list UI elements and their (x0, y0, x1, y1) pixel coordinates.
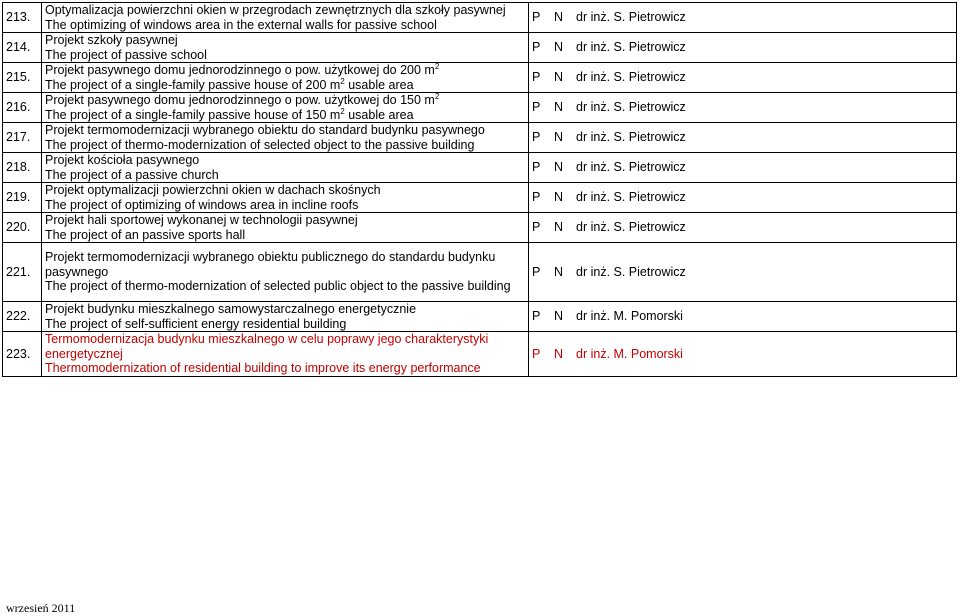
topic-title-pl: Projekt pasywnego domu jednorodzinnego o pow. użytkowej do 150 $m^2$ (45, 91, 440, 107)
project-type: P (529, 3, 552, 33)
topic-title-cell (42, 243, 529, 302)
superscript: 2 (434, 91, 440, 101)
project-type: P (529, 332, 552, 377)
topic-title-pl: Optymalizacja powierzchni okien w przegrodach zewnętrznych dla szkoły pasywnej (45, 3, 506, 17)
topic-title-en: The project of thermo-modernization of selected object to the passive building (45, 137, 475, 152)
project-type: P (529, 123, 552, 153)
topic-title-cell (42, 183, 529, 213)
topic-title-pl: Projekt pasywnego domu jednorodzinnego o pow. użytkowej do 200 $m^2$ (45, 61, 440, 77)
topic-title-pl: Termomodernizacja budynku mieszkalnego w celu poprawy jego charakterystyki energetycznej (45, 332, 489, 361)
study-form: N (551, 183, 573, 213)
project-type: P (529, 93, 552, 123)
superscript: 2 (434, 61, 440, 71)
supervisor: dr inż. M. Pomorski (573, 332, 957, 377)
study-form: N (551, 213, 573, 243)
supervisor: dr inż. S. Pietrowicz (573, 183, 957, 213)
table-row-highlighted (3, 332, 957, 377)
topic-title-pl: Projekt termomodernizacji wybranego obiektu do standard budynku pasywnego (45, 123, 485, 137)
study-form: N (551, 243, 573, 302)
row-number: 221. (3, 243, 42, 302)
supervisor: dr inż. S. Pietrowicz (573, 33, 957, 63)
topic-title-pl: Projekt hali sportowej wykonanej w technologii pasywnej (45, 213, 358, 227)
thesis-topics-table (2, 2, 957, 377)
topic-title-pl: Projekt optymalizacji powierzchni okien w dachach skośnych (45, 183, 381, 197)
row-number: 218. (3, 153, 42, 183)
project-type: P (529, 63, 552, 93)
project-type: P (529, 33, 552, 63)
topic-title-cell (42, 33, 529, 63)
topic-title-cell (42, 93, 529, 123)
row-number: 223. (3, 332, 42, 377)
topic-title-pl: Projekt kościoła pasywnego (45, 153, 200, 167)
study-form: N (551, 3, 573, 33)
row-number: 215. (3, 63, 42, 93)
table-row (3, 183, 957, 213)
supervisor: dr inż. S. Pietrowicz (573, 153, 957, 183)
topic-title-en: The project of a single-family passive house of 150 $m^2$ usable area (45, 106, 414, 122)
row-number: 214. (3, 33, 42, 63)
study-form: N (551, 33, 573, 63)
table-row (3, 93, 957, 123)
study-form: N (551, 332, 573, 377)
topic-title-en: The project of a single-family passive house of 200 $m^2$ usable area (45, 76, 414, 92)
table-row (3, 213, 957, 243)
project-type: P (529, 243, 552, 302)
study-form: N (551, 153, 573, 183)
topic-title-pl: Projekt szkoły pasywnej (45, 33, 178, 47)
footer-date: wrzesień 2011 (6, 601, 76, 615)
topic-title-en: The project of optimizing of windows area in incline roofs (45, 197, 359, 212)
table-row (3, 63, 957, 93)
topic-title-cell (42, 153, 529, 183)
table-row (3, 3, 957, 33)
topic-title-en: The project of passive school (45, 47, 207, 62)
topic-title-pl: Projekt budynku mieszkalnego samowystarczalnego energetycznie (45, 302, 417, 316)
topic-title-cell (42, 123, 529, 153)
row-number: 217. (3, 123, 42, 153)
topic-title-cell (42, 302, 529, 332)
supervisor: dr inż. S. Pietrowicz (573, 63, 957, 93)
project-type: P (529, 183, 552, 213)
table-row (3, 33, 957, 63)
row-number: 219. (3, 183, 42, 213)
superscript: 2 (340, 76, 345, 86)
study-form: N (551, 93, 573, 123)
topic-title-en: The project of a passive church (45, 167, 219, 182)
supervisor: dr inż. S. Pietrowicz (573, 3, 957, 33)
row-number: 220. (3, 213, 42, 243)
row-number: 216. (3, 93, 42, 123)
supervisor: dr inż. S. Pietrowicz (573, 243, 957, 302)
table-row (3, 243, 957, 302)
topic-title-en: Thermomodernization of residential building to improve its energy performance (45, 361, 481, 375)
study-form: N (551, 63, 573, 93)
row-number: 222. (3, 302, 42, 332)
topic-title-en: The optimizing of windows area in the external walls for passive school (45, 17, 437, 32)
table-row (3, 302, 957, 332)
topic-title-en: The project of thermo-modernization of selected public object to the passive building (45, 279, 511, 294)
supervisor: dr inż. M. Pomorski (573, 302, 957, 332)
project-type: P (529, 153, 552, 183)
topic-title-cell (42, 63, 529, 93)
study-form: N (551, 123, 573, 153)
table-row (3, 153, 957, 183)
topic-title-pl: Projekt termomodernizacji wybranego obiektu publicznego do standardu budynku pasywnego (45, 250, 496, 279)
superscript: 2 (340, 106, 345, 116)
supervisor: dr inż. S. Pietrowicz (573, 213, 957, 243)
topic-title-en: The project of an passive sports hall (45, 227, 246, 242)
study-form: N (551, 302, 573, 332)
project-type: P (529, 213, 552, 243)
topic-title-cell (42, 213, 529, 243)
row-number: 213. (3, 3, 42, 33)
topic-title-en: The project of self-sufficient energy residential building (45, 316, 347, 331)
topic-title-cell (42, 332, 529, 377)
table-row (3, 123, 957, 153)
topic-title-cell (42, 3, 529, 33)
supervisor: dr inż. S. Pietrowicz (573, 123, 957, 153)
project-type: P (529, 302, 552, 332)
supervisor: dr inż. S. Pietrowicz (573, 93, 957, 123)
